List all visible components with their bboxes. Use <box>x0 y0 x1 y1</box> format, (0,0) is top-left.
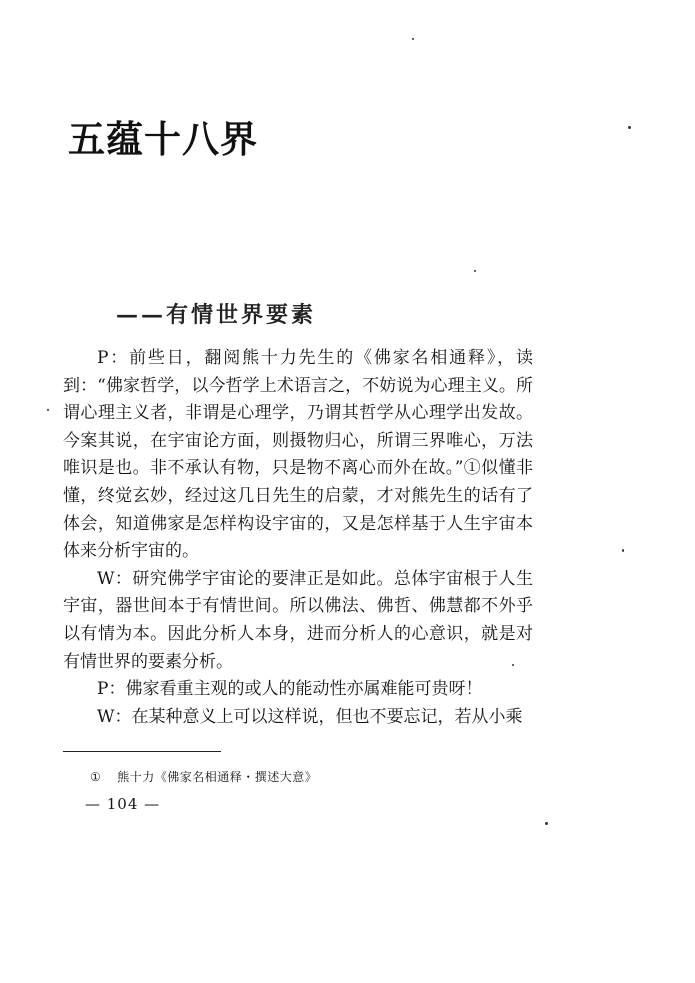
scan-speck <box>412 38 414 40</box>
paragraph: W：研究佛学宇宙论的要津正是如此。总体宇宙根于人生宇宙，器世间本于有情世间。所以佛法、佛哲、佛慧都不外乎以有情为本。因此分析人本身，进而分析人的心意识，就是对有情世界的要素分析。 <box>63 568 533 672</box>
scan-speck <box>47 409 49 411</box>
chapter-title: 五蕴十八界 <box>68 118 258 161</box>
page-number: — 104 — <box>85 795 161 813</box>
scan-speck <box>474 270 476 272</box>
scan-speck <box>622 549 624 552</box>
paragraph: W：在某种意义上可以这样说，但也不要忘记，若从小乘 <box>97 706 523 727</box>
paragraph: P：佛家看重主观的或人的能动性亦属难能可贵呀！ <box>97 679 483 700</box>
scan-speck <box>628 126 631 129</box>
chapter-subtitle: ——有情世界要素 <box>116 302 317 328</box>
footnote-mark: ① <box>90 770 102 784</box>
paragraph: P：前些日，翻阅熊十力先生的《佛家名相通释》，读到：“佛家哲学，以今哲学上术语言之，不妨说为心理主义。所谓心理主义者，非谓是心理学，乃谓其哲学从心理学出发故。今案其说，在宇宙论方面，则摄物归心，所谓三界唯心，万法唯识是也。非不承认有物，只是物不离心而外在故。”①似懂非懂，终觉玄妙，经过这几日先生的启蒙，才对熊先生的话有了体会，知道佛家是怎样构设宇宙的，又是怎样基于人生宇宙本体来分析宇宙的。 <box>63 348 533 562</box>
scan-speck <box>512 664 514 666</box>
scan-speck <box>545 822 548 825</box>
footnote-divider <box>63 751 221 752</box>
footnote-text: 熊十力《佛家名相通释・撰述大意》 <box>117 770 318 784</box>
footnote <box>90 768 317 785</box>
body-text <box>63 345 533 731</box>
